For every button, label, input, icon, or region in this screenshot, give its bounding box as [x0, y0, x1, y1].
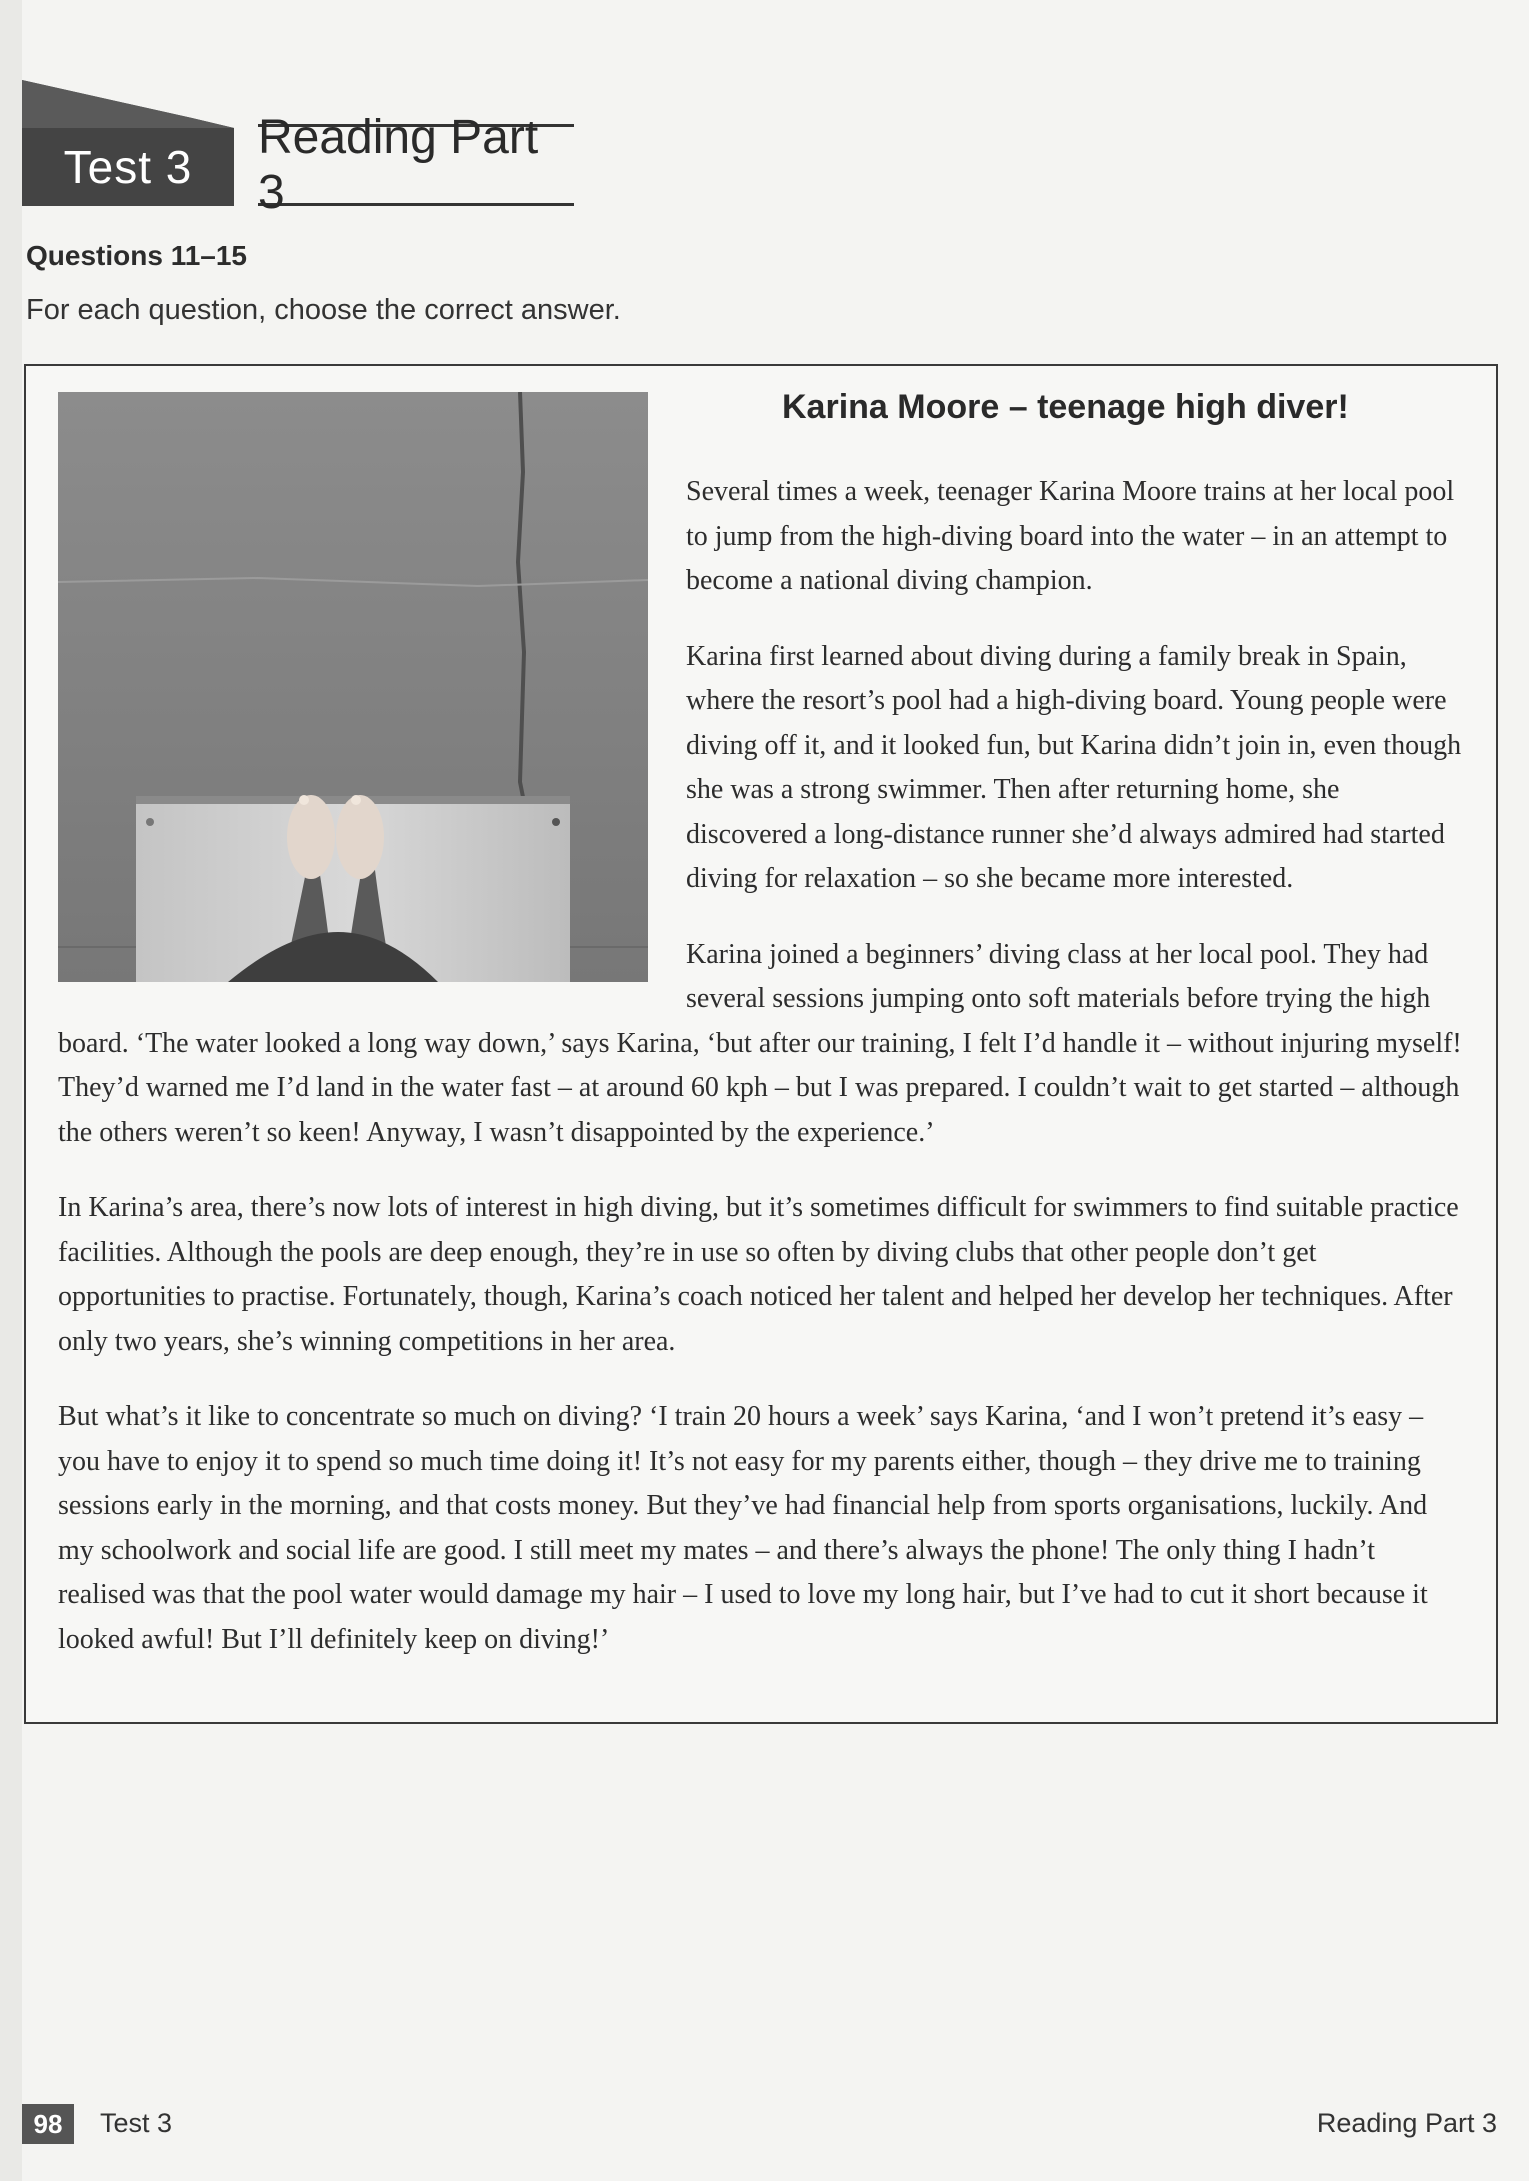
- article-paragraph: Karina joined a beginners’ diving class at her local pool. They had several sessions jumping onto soft materials before trying the high board. ‘The water looked a long way down,’ says Karina, ‘but after our training, I felt I’d handle it – without injuring myself! They’d warned me I’d land in the water fast – at around 60 kph – but I was prepared. I couldn’t wait to get started – although the others weren’t so keen! Anyway, I wasn’t disappointed by the experience.’: [58, 938, 1462, 1148]
- article-paragraph: Karina first learned about diving during a family break in Spain, where the resort’s pool had a high-diving board. Young people were diving off it, and it looked fun, but Karina didn’t join in, even though she was a strong swimmer. Then after returning home, she discovered a long-distance runner she’d always admired had started diving for relaxation – so she became more interested.: [686, 640, 1462, 894]
- page-edge: [0, 0, 22, 2181]
- article-paragraph: But what’s it like to concentrate so much on diving? ‘I train 20 hours a week’ says Karina, ‘and I won’t pretend it’s easy – you have to enjoy it to spend so much time doing it! It’s not easy for my parents either, though – they drive me to training sessions early in the morning, and that costs money. But they’ve had financial help from sports organisations, luckily. And my schoolwork and social life are good. I still meet my mates – and there’s always the phone! The only thing I hadn’t realised was that the pool water would damage my hair – I used to love my long hair, but I’ve had to cut it short because it looked awful! But I’ll definitely keep on diving!’: [58, 1401, 1428, 1655]
- article-title: Karina Moore – teenage high diver!: [782, 388, 1349, 426]
- article-paragraph: Several times a week, teenager Karina Moore trains at her local pool to jump from the high-diving board into the water – in an attempt to become a national diving champion.: [686, 476, 1455, 596]
- test-tab: [22, 80, 234, 206]
- photo-spacer: [58, 470, 686, 982]
- article-paragraph: In Karina’s area, there’s now lots of interest in high diving, but it’s sometimes difficult for swimmers to find suitable practice facilities. Although the pools are deep enough, they’re in use so often by diving clubs that other people don’t get opportunities to practise. Fortunately, though, Karina’s coach noticed her talent and helped her develop her techniques. After only two years, she’s winning competitions in her area.: [58, 1192, 1459, 1357]
- article-box: [24, 364, 1498, 1724]
- article-body: [58, 470, 1462, 1662]
- page-number: 98: [22, 2104, 74, 2144]
- instructions: For each question, choose the correct answer.: [26, 294, 621, 326]
- questions-range: Questions 11–15: [26, 240, 248, 271]
- footer-test-label: Test 3: [100, 2108, 173, 2138]
- footer-part-label: Reading Part 3: [1316, 2108, 1497, 2138]
- part-title: Reading Part 3: [258, 124, 574, 206]
- test-label: Test 3: [63, 141, 193, 193]
